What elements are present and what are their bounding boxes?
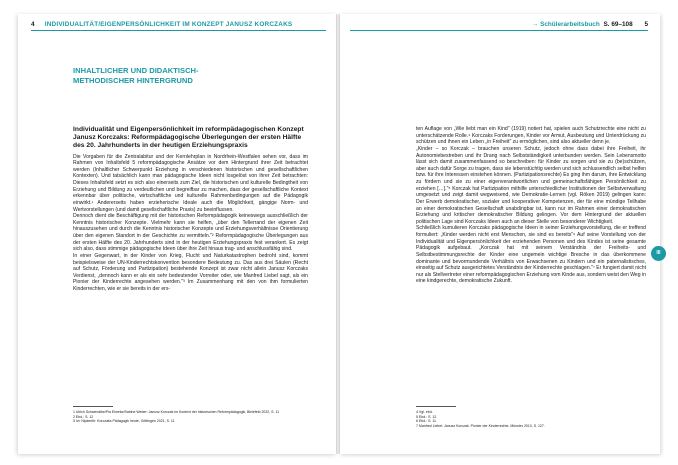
left-footnote-rule: [73, 406, 113, 407]
right-paragraph: Schließlich kumulieren Korczaks pädagogische Ideen in seiner Erziehungsvorstellung, die er treffend formuliert: „Kinder werden nicht erst Menschen, sie sind es bereits"⁶ Auf seine Vorstellung von der Individualität und Eigenpersönlichkeit der erziehenden Personen und des Kindes ist seine gesamte Pädagogik aufgebaut. „Korczak hat mit seinem Verständnis der Freiheits- und Selbstbestimmungsrechte der Kinder eine ungemein wichtige Bresche in das überkommene dominante und bevormundende Verhältnis von Erwachsenen zu Kindern und ein paternalistisches, einseitig auf Schutz ausgerichtetes Verständnis der Kinderrechte geschlagen."⁷ Er fungiert damit nicht nur als Stellvertreter einer reformpädagogischen Erziehung vom Kinde aus, sondern weist den Weg in eine kindgerechte, demokratische Zukunft.: [416, 225, 646, 285]
right-paragraph: ten Auflage von „Wie liebt man ein Kind" (1919) notiert hat, spielen auch Schutzrechte eine nicht zu unterschätzende Rolle.⁴ Korczaks Forderungen, Kinder vor Armut, Ausbeutung und Unterdrückung zu schützen und ihnen ein Leben „in Freiheit" zu ermöglichen, sind also aktueller denn je.: [416, 126, 646, 146]
left-text-column: [73, 126, 308, 293]
page-reference: S. 69–108: [603, 21, 633, 28]
left-running-head: [31, 21, 292, 28]
left-running-head-text: INDIVIDUALITÄT/EIGENPERSÖNLICHKEIT IM KONZEPT JANUSZ KORCZAKS: [44, 21, 293, 28]
left-paragraph: In einer Gegenwart, in der Kinder von Krieg, Flucht und Naturkatastrophen bedroht sind, kommt beispielsweise der UN-Kinderrechtskonvention besondere Bedeutung zu. Das aus drei Säulen (Recht auf Schutz, Förderung und Partizipation) bestehende Konzept ist zwar nicht allein Janusz Korczaks Verdienst, „dennoch kann er als ein sehr bedeutender Vorreiter oder, wie Manfred Liebel sagt, als ein Pionier der Kinderrechte angesehen werden."³ Im Zusammenhang mit den von ihm formulierten Kinderrechten, wie er sie bereits in der ers-: [73, 252, 308, 293]
footnote: 3 Ivi: Nipkenth: Korczaks Pädagogik heute, Göttingen 2021, S. 11: [73, 419, 175, 424]
footnote: 2 Ebd.: S. 12: [73, 414, 94, 419]
right-paragraph: „Kinder – so Korczak – brauchen unseren Schutz, jedoch ohne dass dabei ihre Freiheit, ihr Autonomiebestreben und ihr Drang nach Selbstständigkeit unterbunden werden. Sein Lebensmotto lässt sich damit zusammenfassend so beschreiben: für Kinder zu sorgen und sie zu (be)schützen, aber auch dafür Sorge zu tragen, dass sie lebenstüchtig werden und sich schlussendlich selbst helfen bzw. für ihre Interessen einstehen können. (Partizipationsrechte) Es ging ihm darum, ihre Entwicklung zu fördern und sie zu einer eigenverantwortlichen und gemeinschaftsfähigen Persönlichkeit zu erziehen […]."⁵ Korczak hat Partizipation mithilfe unterschiedlicher Institutionen der Selbstverwaltung umgesetzt und zeigt damit wegweisend, wie Demokratie-Lernen (vgl. Röken 2019) gelingen kann: Der Erwerb demokratischer, sozialer und kooperativer Kompetenzen, der für eine mündige Teilhabe an einer demokratischen Gesellschaft unabdingbar ist, kann nur im Rahmen einer demokratischen Erziehung und kritischer demokratischer Bildung gelingen. Vor dem Hintergrund der aktuellen politischen Lage sind Korczaks Ideen auch an dieser Stelle von besonderer Wichtigkeit.: [416, 145, 646, 225]
right-header-rule: [350, 30, 648, 31]
left-paragraph: Die Vorgaben für die Zentralabitur und der Kernlehrplan in Nordrhein-Westfalen sehen vor, dass im Rahmen von Inhaltsfeld 5 reformpädagogische Ansätze vor dem Hintergrund ihrer Zeit betrachtet werden (Inhaltlicher Schwerpunkt Erziehung in verschiedenen historischen und gesellschaftlichen Kontexten). Und tatsächlich kann man pädagogische Ideen nicht losgelöst von ihrer Zeit betrachten: Dieses Inhaltsfeld setzt es sich also einerseits zum Ziel, die historischen und kulturelle Bedingtheit von Erziehung und Bildung zu verdeutlichen und begreifbar zu machen, dass der gesellschaftliche Kontext erkennbar über politische, wirtschaftliche und kulturelle Rahmenbedingungen auf die Pädagogik einwirkt.¹ Andererseits haben erzieherische Ideale auch die Möglichkeit, gängige Norm- und Wertvorstellungen (und damit gesellschaftliche Praxis) zu beeinflussen.: [73, 153, 308, 213]
left-paragraph: Dennoch dient die Beschäftigung mit der historischen Reformpädagogik keineswegs ausschließlich der Kenntnis historischer Konzepte. Vielmehr kann sie helfen, „über den Tellerrand der eigenen Zeit hinauszusehen und durch die Kenntnis historischer Konzepte und Erziehungsverhältnisse Orientierung über den eigenen Standort in der Geschichte zu vermitteln."² Reformpädagogische Überlegungen aus der ersten Hälfte des 20. Jahrhunderts sind in der heutigen Erziehungspraxis fest verankert. Es zeigt sich also, dass stimmige pädagogische Ideen über ihre Zeit hinaus trag- und anschlussfähig sind.: [73, 213, 308, 253]
left-header-rule: [31, 30, 326, 31]
right-running-head: [532, 21, 648, 28]
right-running-head-text: Schülerarbeitsbuch: [540, 21, 600, 28]
footnote: 7 Manfred Liebel: Janusz Korczak. Pionier der Kinderrechte, Münster 2013, S. 127.: [416, 424, 545, 429]
section-title: INHALTLICHER UND DIDAKTISCH-METHODISCHER HINTERGRUND: [73, 66, 199, 85]
left-footnotes: [73, 410, 303, 424]
right-page-number: 5: [644, 21, 648, 28]
footnote: 5 Ebd.: S. 12.: [416, 414, 438, 419]
chapter-thumb-tab: III: [651, 246, 666, 261]
right-page: [340, 14, 660, 454]
right-footnotes: [416, 410, 646, 429]
subheading: Individualität und Eigenpersönlichkeit im reformpädagogischen Konzept Janusz Korczaks: Reformpädagogische Überlegungen der ersten Hälfte des 20. Jahrhunderts in der heutigen Erziehungspraxis: [73, 126, 304, 150]
right-footnote-rule: [416, 406, 456, 407]
footnote: 1 Ulrich Schwendtke/Pia Eimeke/Sabine Weber: Janusz Korczak im Kontext der historischen Reformpädagogik, Bielefeld 2022, S. 11: [73, 410, 280, 414]
right-text-column: [416, 126, 646, 285]
footnote: 4 Vgl. ebd.: [416, 410, 433, 414]
left-page-number: 4: [31, 21, 35, 28]
left-page: [18, 14, 336, 454]
footnote: 6 Ebd.: S. 11.: [416, 419, 437, 424]
arrow-right-icon: →: [531, 21, 541, 28]
